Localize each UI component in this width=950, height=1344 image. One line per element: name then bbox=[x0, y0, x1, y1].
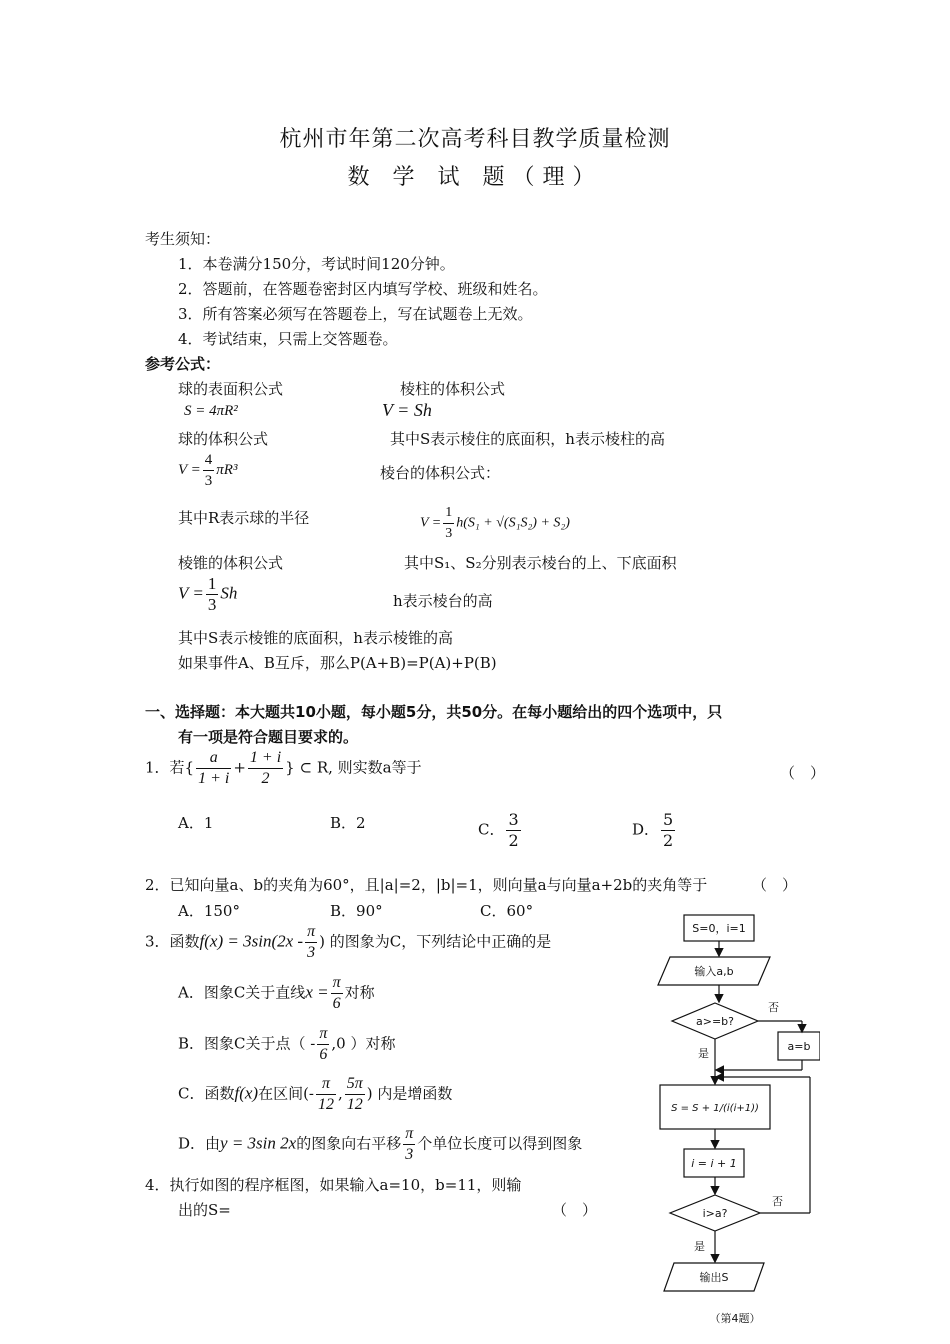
prism-volume-label: 棱柱的体积公式 bbox=[400, 380, 506, 398]
prism-note: 其中S表示棱住的底面积，h表示棱柱的高 bbox=[390, 430, 665, 448]
program-flowchart bbox=[640, 905, 820, 1335]
question-1: 1．若{ $\frac{a}{1 + i}$ + $\frac{1 + i}{2}$ } ⊂ R, 则实数a等于 bbox=[145, 749, 422, 787]
frustum-volume-label: 棱台的体积公式： bbox=[380, 464, 501, 482]
q3-option-a: A．图象C关于直线x = $\frac{\pi}{6}$ 对称 bbox=[178, 974, 375, 1012]
q3-option-b: B．图象C关于点（ - $\frac{\pi}{6}$ ,0 ）对称 bbox=[178, 1025, 396, 1063]
question-4-cont: 出的S= bbox=[178, 1201, 231, 1219]
frustum-note: 其中S₁、S₂分别表示棱台的上、下底面积 bbox=[404, 554, 677, 572]
swap-text: a=b bbox=[787, 1040, 811, 1053]
q2-option-b: B．90° bbox=[330, 902, 383, 920]
question-4: 4．执行如图的程序框图，如果输入a=10，b=11，则输 bbox=[145, 1176, 522, 1194]
exam-subtitle: 数 学 试 题（理） bbox=[347, 165, 603, 190]
cone-volume-label: 棱锥的体积公式 bbox=[178, 554, 284, 572]
figure-caption: （第4题） bbox=[709, 1312, 761, 1325]
cond1-text: a>=b? bbox=[696, 1015, 734, 1028]
no-label: 否 bbox=[768, 1001, 779, 1014]
frustum-h-note: h表示棱台的高 bbox=[393, 592, 493, 610]
init-text: S=0，i=1 bbox=[692, 922, 746, 935]
input-text: 输入a,b bbox=[694, 965, 734, 978]
sphere-volume-formula: V = $\frac{4}{3}$ πR³ bbox=[178, 452, 238, 489]
question-3: 3．函数f(x) = 3sin(2x - $\frac{\pi}{3}$ ) 的图象为C，下列结论中正确的是 bbox=[145, 923, 552, 961]
formulas-heading: 参考公式： bbox=[145, 355, 221, 373]
yes-label: 是 bbox=[698, 1047, 709, 1060]
q1-option-c: C． $\frac{3}{2}$ bbox=[478, 810, 519, 850]
cone-volume-formula: V = $\frac{1}{3}$ Sh bbox=[178, 574, 238, 614]
cone-note: 其中S表示棱锥的底面积，h表示棱锥的高 bbox=[178, 629, 453, 647]
section-heading-cont: 有一项是符合题目要求的。 bbox=[178, 728, 359, 746]
exam-title: 杭州市年第二次高考科目教学质量检测 bbox=[279, 127, 671, 152]
no-label: 否 bbox=[772, 1195, 783, 1208]
question-2: 2．已知向量a、b的夹角为60°，且|a|=2，|b|=1，则向量a与向量a+2b的夹角等于 bbox=[145, 876, 708, 894]
q1-option-b: B．2 bbox=[330, 814, 366, 832]
answer-paren: （ ） bbox=[780, 764, 826, 782]
notice-item: 3．所有答案必须写在答题卷上，写在试题卷上无效。 bbox=[178, 305, 533, 323]
notice-item: 2．答题前，在答题卷密封区内填写学校、班级和姓名。 bbox=[178, 280, 548, 298]
update-i-text: i = i + 1 bbox=[691, 1157, 737, 1170]
q1-option-d: D． $\frac{5}{2}$ bbox=[632, 810, 674, 850]
frustum-volume-formula: V = $\frac{1}{3}$ h(S₁ + √(S₁S₂) + S₂) bbox=[420, 505, 570, 541]
q2-option-c: C．60° bbox=[480, 902, 534, 920]
yes-label: 是 bbox=[694, 1240, 705, 1253]
cond2-text: i>a? bbox=[702, 1207, 728, 1220]
radius-note: 其中R表示球的半径 bbox=[178, 509, 310, 527]
notice-heading: 考生须知： bbox=[145, 230, 221, 248]
prism-volume-formula: V = Sh bbox=[382, 400, 432, 420]
answer-paren: （ ） bbox=[752, 876, 798, 894]
q3-option-d: D．由y = 3sin 2x的图象向右平移 $\frac{\pi}{3}$ 个单位长度可以得到图象 bbox=[178, 1125, 583, 1163]
q2-option-a: A．150° bbox=[178, 902, 240, 920]
q1-option-a: A．1 bbox=[178, 814, 214, 832]
notice-item: 4．考试结束，只需上交答题卷。 bbox=[178, 330, 398, 348]
section-heading: 一、选择题：本大题共10小题，每小题5分，共50分。在每小题给出的四个选项中，只 bbox=[145, 703, 723, 721]
answer-paren: （ ） bbox=[552, 1201, 598, 1219]
update-s-text: S = S + 1/(i(i+1)) bbox=[671, 1103, 759, 1114]
output-text: 输出S bbox=[699, 1271, 729, 1284]
sphere-volume-label: 球的体积公式 bbox=[178, 430, 269, 448]
sphere-area-formula: S = 4πR² bbox=[184, 403, 238, 419]
event-note: 如果事件A、B互斥，那么P(A+B)=P(A)+P(B) bbox=[178, 654, 497, 672]
notice-item: 1．本卷满分150分，考试时间120分钟。 bbox=[178, 255, 455, 273]
sphere-area-label: 球的表面积公式 bbox=[178, 380, 284, 398]
q3-option-c: C．函数f(x)在区间(- $\frac{\pi}{12}$ , $\frac{5\pi}{12}$ ) 内是增函数 bbox=[178, 1075, 453, 1113]
